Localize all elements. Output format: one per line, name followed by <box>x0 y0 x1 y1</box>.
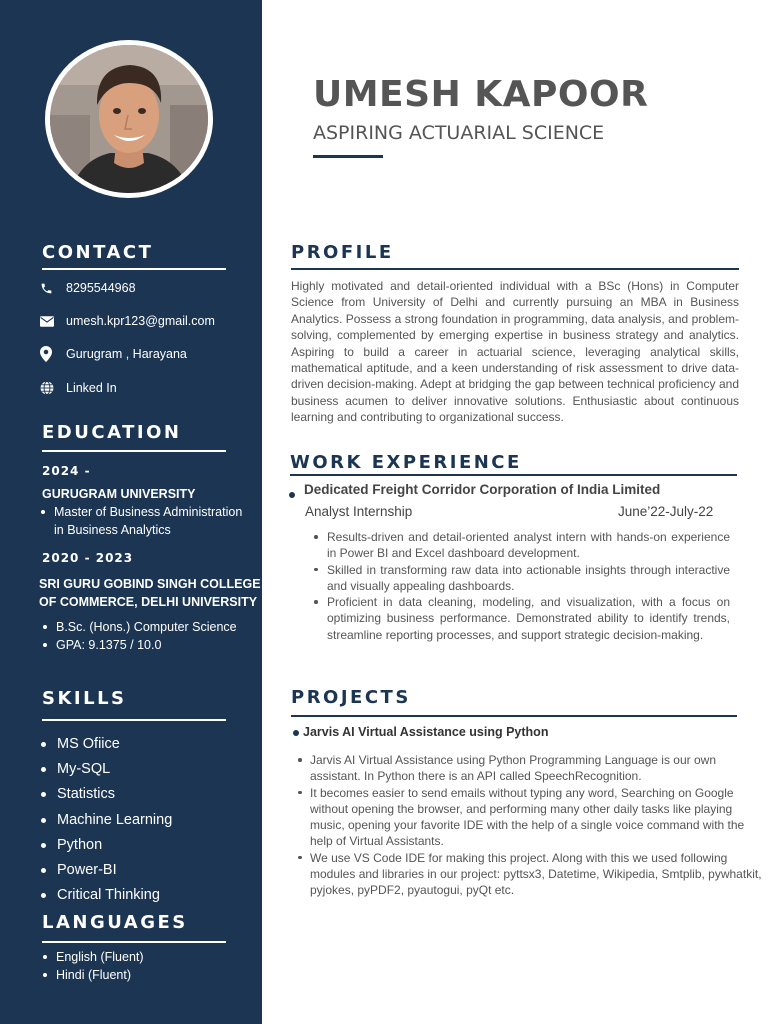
language-item: English (Fluent) <box>40 948 256 966</box>
profile-divider <box>291 268 739 270</box>
project-bullet-item: Jarvis AI Virtual Assistance using Python Programming Language is our own assistant. In Python there is an API called SpeechRecognition. <box>294 752 764 785</box>
title-underline <box>313 155 383 158</box>
contact-email-text: umesh.kpr123@gmail.com <box>66 314 215 328</box>
project-bullet-item: It becomes easier to send emails without typing any word, Searching on Google without opening the browser, and performing many other daily tasks like playing music, opening your favorite IDE with the help of a single voice command with the help of Virtual Assistants. <box>294 785 764 850</box>
project-details <box>294 752 764 899</box>
job-role: Analyst Internship <box>305 504 413 519</box>
contact-heading: CONTACT <box>42 242 154 263</box>
profile-photo-frame <box>45 40 213 198</box>
skill-item: Python <box>40 834 172 859</box>
language-item: Hindi (Fluent) <box>40 966 256 984</box>
company-name: Dedicated Freight Corridor Corporation of India Limited <box>304 482 661 497</box>
work-bullet: Skilled in transforming raw data into actionable insights through interactive and visually appealing dashboards. <box>310 562 730 595</box>
skill-item: Power-BI <box>40 859 172 884</box>
education-year: 2020 - 2023 <box>42 551 134 565</box>
work-experience-divider <box>290 474 737 476</box>
education-year: 2024 - <box>42 464 91 478</box>
work-bullet: Results-driven and detail-oriented analyst intern with hands-on experience in Power BI and Excel dashboard development. <box>310 529 730 562</box>
profile-heading: PROFILE <box>291 242 394 263</box>
contact-divider <box>42 268 226 270</box>
skills-list <box>40 733 172 909</box>
education-details-list <box>38 503 254 539</box>
projects-heading: PROJECTS <box>291 687 411 708</box>
candidate-title: ASPIRING ACTUARIAL SCIENCE <box>313 122 605 144</box>
skill-item: Machine Learning <box>40 809 172 834</box>
project-title: Jarvis AI Virtual Assistance using Python <box>303 725 549 739</box>
job-dates: June’22-July-22 <box>618 504 714 519</box>
profile-summary: Highly motivated and detail-oriented individual with a BSc (Hons) in Computer Science from University of Delhi and currently pursuing an MBA in Business Analytics. Possess a strong foundation in programming, data analysis, and problem-solving, complemented by emerging expertise in business strategy and analytics. Aspiring to build a career in actuarial science, leveraging analytical skills, mathematical aptitude, and a keen understanding of risk assessment to drive data-driven decision-making. Adept at bridging the gap between technical proficiency and business acumen to deliver innovative solutions. Enthusiastic about continuous learning and contributing to organizational success. <box>291 279 739 425</box>
globe-icon <box>40 381 66 395</box>
candidate-name: UMESH KAPOOR <box>313 74 649 115</box>
languages-heading: LANGUAGES <box>42 912 188 933</box>
contact-location <box>40 344 187 364</box>
contact-phone-text: 8295544968 <box>66 281 136 295</box>
education-heading: EDUCATION <box>42 422 182 443</box>
skill-item: Statistics <box>40 783 172 808</box>
company-bullet <box>289 492 295 498</box>
contact-linkedin-text: Linked In <box>66 381 117 395</box>
skill-item: Critical Thinking <box>40 884 172 909</box>
profile-photo-illustration <box>50 45 208 193</box>
location-pin-icon <box>40 346 66 362</box>
contact-location-text: Gurugram , Harayana <box>66 347 187 361</box>
profile-photo <box>50 45 208 193</box>
phone-icon <box>40 282 66 295</box>
education-divider <box>42 450 226 452</box>
education-detail: Master of Business Administration in Business Analytics <box>38 503 254 539</box>
contact-email[interactable] <box>40 311 215 331</box>
projects-divider <box>291 715 737 717</box>
project-bullet-item: We use VS Code IDE for making this project. Along with this we used following modules and libraries in our project: pyttsx3, Datetime, Wikipedia, Smtplib, pywhatkit, pyjokes, pyPDF2, pyautogui, pyQt etc. <box>294 850 764 899</box>
contact-phone[interactable] <box>40 278 136 298</box>
contact-linkedin[interactable] <box>40 378 117 398</box>
education-detail: GPA: 9.1375 / 10.0 <box>40 636 256 654</box>
skill-item: MS Ofiice <box>40 733 172 758</box>
project-bullet <box>293 730 299 736</box>
education-detail: B.Sc. (Hons.) Computer Science <box>40 618 256 636</box>
work-bullet: Proficient in data cleaning, modeling, and visualization, with a focus on optimizing business performance. Demonstrated ability to identify trends, streamline reporting processes, and support strategic decision-making. <box>310 594 730 643</box>
skills-heading: SKILLS <box>42 688 127 709</box>
education-school: GURUGRAM UNIVERSITY <box>42 487 196 501</box>
skill-item: My-SQL <box>40 758 172 783</box>
email-icon <box>40 316 66 327</box>
work-responsibilities <box>310 529 730 643</box>
sidebar <box>0 0 262 1024</box>
education-school: SRI GURU GOBIND SINGH COLLEGE OF COMMERCE, DELHI UNIVERSITY <box>39 577 261 609</box>
work-experience-heading: WORK EXPERIENCE <box>290 452 522 473</box>
languages-list <box>40 948 256 984</box>
languages-divider <box>42 941 226 943</box>
education-details-list <box>40 618 256 654</box>
skills-divider <box>42 719 226 721</box>
